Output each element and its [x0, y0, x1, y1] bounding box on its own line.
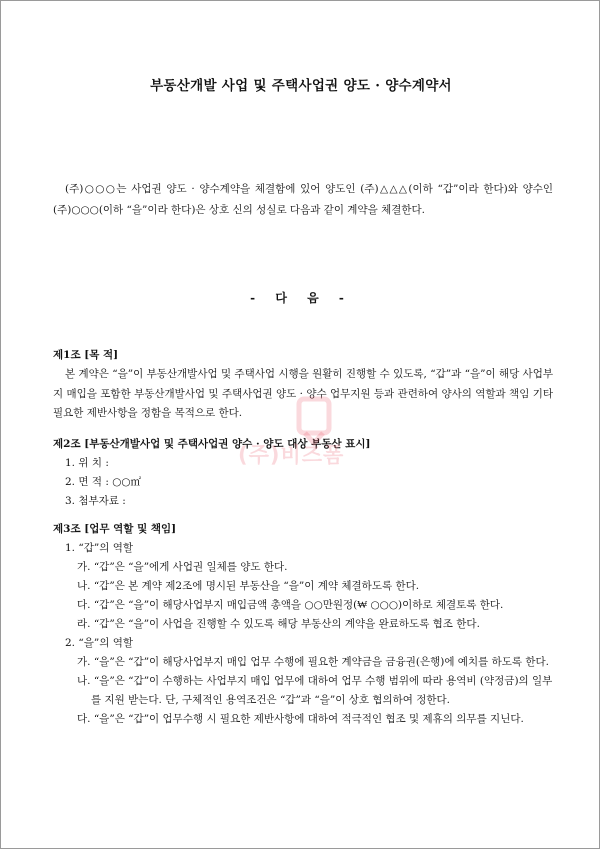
article-3-heading: 제3조 [업무 역할 및 책임] — [53, 523, 177, 535]
document-title: 부동산개발 사업 및 주택사업권 양도 · 양수계약서 — [150, 78, 452, 94]
article-3-section-1-item: 다. “갑”은 “을”이 해당사업부지 매입금액 총액을 ○○만원정(₩ ○○○)이하로 체결토록 한다. — [77, 599, 504, 611]
article-1-heading: 제1조 [목 적] — [53, 349, 119, 361]
article-3 — [53, 520, 553, 729]
article-3-section-1-item: 가. “갑”은 “을”에게 사업권 일체를 양도 한다. — [77, 561, 288, 573]
article-3-section-2-item: 가. “을”은 “갑”이 해당사업부지 매입 업무 수행에 필요한 계약금을 금융권(은행)에 예치를 하도록 한다. — [77, 656, 549, 668]
watermark-text: (주)비즈폼 — [238, 443, 345, 467]
article-2-item: 2. 면 적 : ○○㎡ — [65, 476, 142, 488]
article-1-body: 본 계약은 “을”이 부동산개발사업 및 주택사업 시행을 원활히 진행할 수 있도록, “갑”과 “을”이 해당 사업부지 매입을 포함한 부동산개발사업 및 주택사업권 양도 · 양수 업무지원 등과 관련하여 양사의 역할과 책임 기타 필요한 제반사항을 정함을 목적으로 한다. — [53, 368, 553, 420]
article-1 — [53, 346, 553, 424]
article-2-item: 1. 위 치 : — [65, 457, 109, 469]
article-3-section-1-item: 라. “갑”은 “을”이 사업을 진행할 수 있도록 해당 부동산의 계약을 완료하도록 협조 한다. — [77, 618, 480, 630]
center-heading: - 다 음 - — [250, 291, 352, 305]
article-3-section-2-item: 나. “을”은 “갑”이 수행하는 사업부지 매입 업무에 대하여 업무 수행 범위에 따라 용역비 (약정금)의 일부를 지원 받는다. 단, 구체적인 용역조건은 “갑”과 “을”이 상호 협의하여 정한다. — [77, 675, 553, 706]
article-2-item: 3. 첨부자료 : — [65, 495, 126, 507]
intro-paragraph — [53, 179, 553, 221]
article-2-heading: 제2조 [부동산개발사업 및 주택사업권 양수 · 양도 대상 부동산 표시] — [53, 438, 371, 450]
article-3-section-1-item: 나. “갑”은 본 계약 제2조에 명시된 부동산을 “을”이 계약 체결하도록 한다. — [77, 580, 420, 592]
article-3-section-1-title: 1. “갑”의 역할 — [65, 542, 134, 554]
article-3-section-2-item: 다. “을”은 “갑”이 업무수행 시 필요한 제반사항에 대하여 적극적인 협조 및 제휴의 의무를 지닌다. — [77, 713, 524, 725]
intro-text: (주)○○○는 사업권 양도 · 양수계약을 체결함에 있어 양도인 (주)△△△(이하 “갑”이라 한다)와 양수인 (주)○○○(이하 “을”이라 한다)은 상호 신의 성실로 다음과 같이 계약을 체결한다. — [53, 183, 553, 216]
article-3-section-2-title: 2. “을”의 역할 — [65, 637, 134, 649]
